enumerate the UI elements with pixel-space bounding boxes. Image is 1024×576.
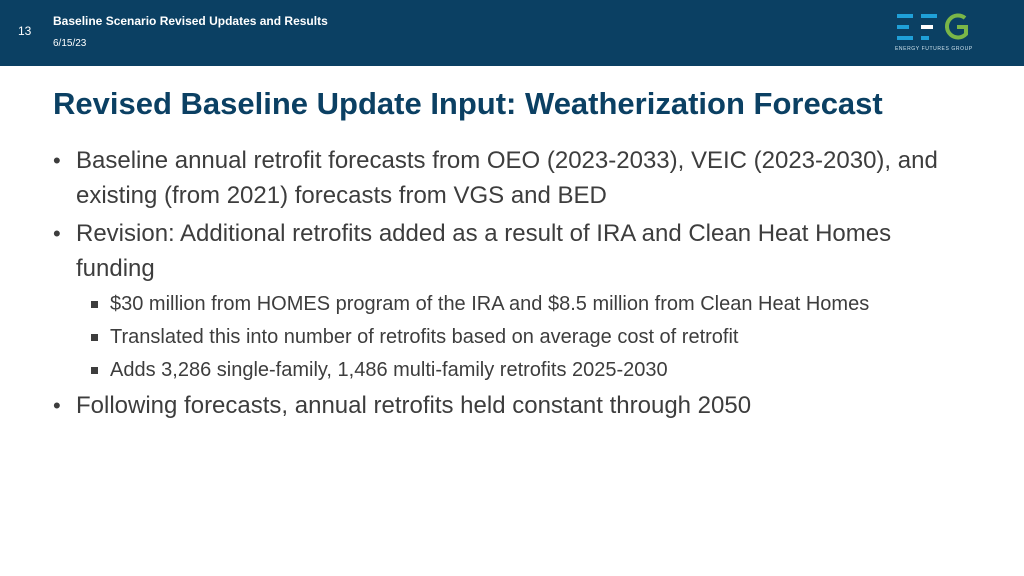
efg-logo-mark-icon	[895, 12, 977, 44]
square-bullet-icon	[91, 301, 98, 308]
bullet-dot-icon: •	[53, 393, 61, 418]
sub-bullet-item	[53, 289, 953, 320]
sub-bullet-text: Translated this into number of retrofits based on average cost of retrofit	[110, 326, 739, 348]
bullet-dot-icon: •	[53, 221, 61, 246]
bullet-text: Revision: Additional retrofits added as a result of IRA and Clean Heat Homes funding	[76, 220, 892, 282]
sub-bullet-text: Adds 3,286 single-family, 1,486 multi-family retrofits 2025-2030	[110, 359, 668, 381]
bullet-list	[53, 143, 953, 426]
bullet-text: Baseline annual retrofit forecasts from OEO (2023-2033), VEIC (2023-2030), and existing (from 2021) forecasts from VGS and BED	[76, 147, 938, 209]
bullet-text: Following forecasts, annual retrofits held constant through 2050	[76, 392, 752, 419]
bullet-item	[53, 388, 953, 423]
sub-bullet-item	[53, 322, 953, 353]
efg-logo	[895, 12, 977, 56]
bullet-item	[53, 143, 953, 213]
header-date: 6/15/23	[53, 38, 87, 49]
square-bullet-icon	[91, 334, 98, 341]
bullet-dot-icon: •	[53, 148, 61, 173]
header-bar	[0, 0, 1024, 66]
sub-bullet-item	[53, 355, 953, 386]
page-title: Revised Baseline Update Input: Weatherization Forecast	[53, 86, 883, 121]
sub-bullet-text: $30 million from HOMES program of the IRA and $8.5 million from Clean Heat Homes	[110, 293, 870, 315]
bullet-item	[53, 216, 953, 286]
slide-number: 13	[18, 24, 32, 38]
square-bullet-icon	[91, 367, 98, 374]
logo-caption: ENERGY FUTURES GROUP	[895, 46, 973, 52]
header-title: Baseline Scenario Revised Updates and Results	[53, 14, 328, 28]
